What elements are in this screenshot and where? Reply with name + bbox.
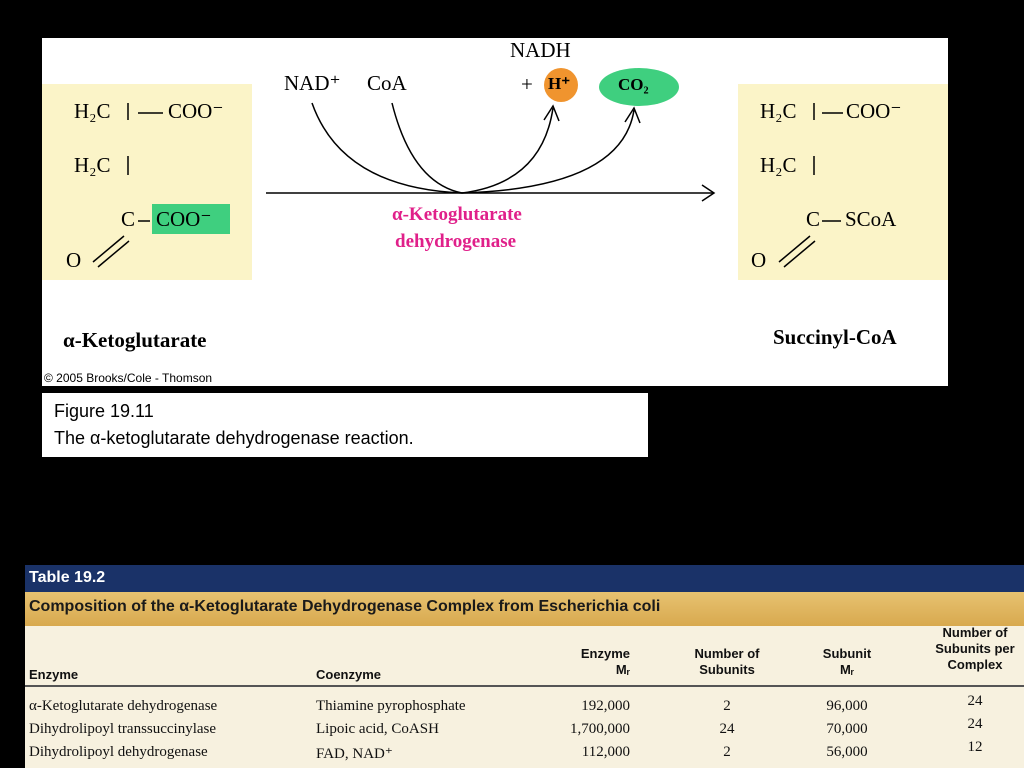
cell-subunit-mr: 96,000 [826, 698, 868, 714]
header-subunit-mr: Subunit Mᵣ [822, 646, 872, 677]
cell-number-of-subunits: 2 [723, 744, 731, 760]
nad-input-label: NAD⁺ [284, 71, 341, 95]
cell-enzyme: α-Ketoglutarate dehydrogenase [29, 698, 218, 714]
table-title-bar [25, 592, 1024, 626]
enzyme-name-line1: α-Ketoglutarate [392, 204, 522, 225]
cell-coenzyme: FAD, NAD⁺ [316, 746, 393, 762]
cell-enzyme-mr: 112,000 [581, 744, 630, 760]
reactant-atom-1: H₂C [74, 99, 111, 123]
header-enzyme: Enzyme [29, 667, 79, 682]
header-rule [25, 685, 1024, 687]
caption-description: The α-ketoglutarate dehydrogenase reaction. [54, 428, 414, 448]
h-plus-label: H⁺ [548, 74, 571, 93]
copyright-notice: © 2005 Brooks/Cole - Thomson [44, 371, 213, 385]
cell-subunit-mr: 70,000 [826, 721, 868, 737]
coa-input-label: CoA [367, 71, 407, 95]
cell-number-of-subunits: 2 [723, 698, 731, 714]
product-name: Succinyl-CoA [773, 325, 897, 349]
co2-label: CO₂ [618, 75, 649, 94]
header-subunits-per-complex: Number of Subunits per Complex [935, 625, 1015, 672]
header-coenzyme: Coenzyme [316, 667, 382, 682]
header-enzyme-mr: Enzyme Mᵣ [580, 646, 630, 677]
reactant-group-2: COO⁻ [156, 207, 212, 231]
header-number-of-subunits: Number of Subunits [694, 646, 760, 677]
product-atom-1: H₂C [760, 99, 797, 123]
table-label-bar [25, 565, 1024, 592]
cell-coenzyme: Lipoic acid, CoASH [316, 721, 439, 737]
reactant-name: α-Ketoglutarate [63, 328, 207, 352]
table-title: Composition of the α-Ketoglutarate Dehydrogenase Complex from Escherichia coli [29, 598, 661, 615]
product-group-1: COO⁻ [846, 99, 902, 123]
product-group-2: SCoA [845, 207, 897, 231]
product-atom-2: H₂C [760, 153, 797, 177]
product-atom-3: C [806, 207, 821, 231]
reactant-group-1: COO⁻ [168, 99, 224, 123]
cell-subunits-per-complex: 12 [967, 739, 983, 755]
cell-coenzyme: Thiamine pyrophosphate [316, 698, 466, 714]
reactant-atom-2: H₂C [74, 153, 111, 177]
product-atom-4: O [751, 248, 767, 272]
reactant-atom-4: O [66, 248, 82, 272]
nadh-output-label: NADH [510, 38, 571, 62]
reactant-atom-3: C [121, 207, 136, 231]
cell-subunit-mr: 56,000 [826, 744, 868, 760]
reaction-figure [42, 38, 948, 386]
cell-enzyme-mr: 192,000 [581, 698, 630, 714]
figure-caption [42, 393, 648, 457]
caption-figure-number: Figure 19.11 [54, 401, 154, 421]
enzyme-name-line2: dehydrogenase [395, 231, 517, 252]
table-label: Table 19.2 [29, 569, 106, 586]
cell-enzyme-mr: 1,700,000 [570, 721, 630, 737]
composition-table [25, 565, 1024, 768]
cell-number-of-subunits: 24 [719, 721, 735, 737]
plus-sign: + [521, 72, 533, 96]
cell-subunits-per-complex: 24 [967, 716, 983, 732]
cell-enzyme: Dihydrolipoyl transsuccinylase [29, 721, 217, 737]
cell-enzyme: Dihydrolipoyl dehydrogenase [29, 744, 208, 760]
cell-subunits-per-complex: 24 [967, 693, 983, 709]
